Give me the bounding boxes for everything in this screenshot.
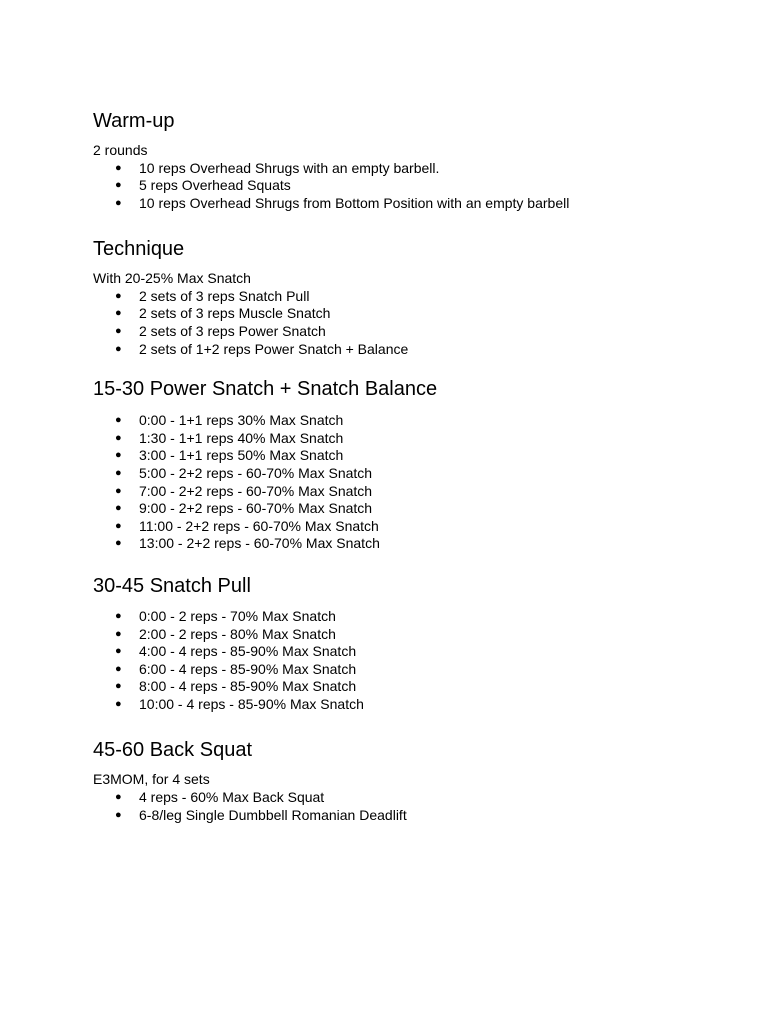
list-item-text: 2 sets of 3 reps Muscle Snatch [139,305,331,322]
list-item [93,465,713,483]
list-item-text: 6:00 - 4 reps - 85-90% Max Snatch [139,660,357,677]
bullet-icon: ● [115,662,122,675]
section-heading: 45-60 Back Squat [93,739,252,762]
bullet-list [93,160,713,213]
list-item [93,323,713,341]
bullet-icon: ● [115,609,122,622]
bullet-list [93,608,713,714]
bullet-list [93,789,713,824]
bullet-icon: ● [115,179,122,192]
section-note: 2 rounds [93,142,148,158]
section-snatch-pull [93,573,713,714]
list-item [93,518,713,536]
list-item-text: 4:00 - 4 reps - 85-90% Max Snatch [139,643,357,660]
list-item [93,678,713,696]
section-heading: Warm-up [93,110,175,132]
list-item [93,535,713,553]
bullet-icon: ● [115,680,122,693]
list-item [93,195,713,213]
list-item-text: 6-8/leg Single Dumbbell Romanian Deadlift [139,806,407,823]
document-page [93,108,713,824]
list-item [93,608,713,626]
bullet-icon: ● [115,808,122,821]
list-item-text: 13:00 - 2+2 reps - 60-70% Max Snatch [139,535,380,552]
bullet-icon: ● [115,161,122,174]
bullet-icon: ● [115,449,122,462]
section-heading: Technique [93,238,185,261]
list-item [93,305,713,323]
bullet-icon: ● [115,645,122,658]
list-item-text: 8:00 - 4 reps - 85-90% Max Snatch [139,678,357,695]
bullet-icon: ● [115,324,122,337]
list-item-text: 0:00 - 2 reps - 70% Max Snatch [139,607,336,624]
section-note: With 20-25% Max Snatch [93,270,251,287]
list-item [93,696,713,714]
bullet-icon: ● [115,697,122,710]
bullet-icon: ● [115,466,122,479]
list-item-text: 3:00 - 1+1 reps 50% Max Snatch [139,447,344,464]
section-power-snatch [93,376,713,553]
section-back-squat [93,737,713,824]
list-item-text: 5:00 - 2+2 reps - 60-70% Max Snatch [139,464,373,481]
list-item-text: 5 reps Overhead Squats [139,177,291,194]
section-note: E3MOM, for 4 sets [93,771,210,788]
list-item [93,483,713,501]
bullet-list [93,412,713,553]
list-item [93,789,713,807]
list-item [93,447,713,465]
bullet-icon: ● [115,307,122,320]
list-item-text: 2 sets of 3 reps Power Snatch [139,322,326,339]
list-item [93,430,713,448]
list-item-text: 10 reps Overhead Shrugs with an empty barbell. [139,159,440,176]
list-item-text: 2:00 - 2 reps - 80% Max Snatch [139,625,336,642]
list-item-text: 10:00 - 4 reps - 85-90% Max Snatch [139,695,364,712]
bullet-icon: ● [115,484,122,497]
list-item [93,643,713,661]
list-item [93,500,713,518]
list-item [93,177,713,195]
list-item-text: 10 reps Overhead Shrugs from Bottom Position with an empty barbell [139,194,570,211]
bullet-icon: ● [115,414,122,427]
list-item-text: 2 sets of 1+2 reps Power Snatch + Balance [139,340,409,357]
section-heading: 15-30 Power Snatch + Snatch Balance [93,378,438,401]
bullet-icon: ● [115,537,122,550]
section-technique [93,236,713,358]
bullet-icon: ● [115,289,122,302]
bullet-icon: ● [115,502,122,515]
bullet-icon: ● [115,196,122,209]
list-item [93,412,713,430]
bullet-icon: ● [115,627,122,640]
bullet-list [93,288,713,358]
bullet-icon: ● [115,342,122,355]
list-item [93,288,713,306]
list-item-text: 7:00 - 2+2 reps - 60-70% Max Snatch [139,482,373,499]
section-warm-up [93,108,713,212]
section-heading: 30-45 Snatch Pull [93,574,251,597]
list-item [93,626,713,644]
list-item-text: 0:00 - 1+1 reps 30% Max Snatch [139,412,344,429]
list-item [93,661,713,679]
list-item-text: 1:30 - 1+1 reps 40% Max Snatch [139,429,344,446]
list-item-text: 9:00 - 2+2 reps - 60-70% Max Snatch [139,500,373,517]
bullet-icon: ● [115,519,122,532]
list-item-text: 11:00 - 2+2 reps - 60-70% Max Snatch [139,517,379,534]
list-item [93,341,713,359]
list-item-text: 4 reps - 60% Max Back Squat [139,788,325,805]
list-item-text: 2 sets of 3 reps Snatch Pull [139,287,310,304]
list-item [93,160,713,178]
bullet-icon: ● [115,431,122,444]
list-item [93,807,713,825]
bullet-icon: ● [115,790,122,803]
